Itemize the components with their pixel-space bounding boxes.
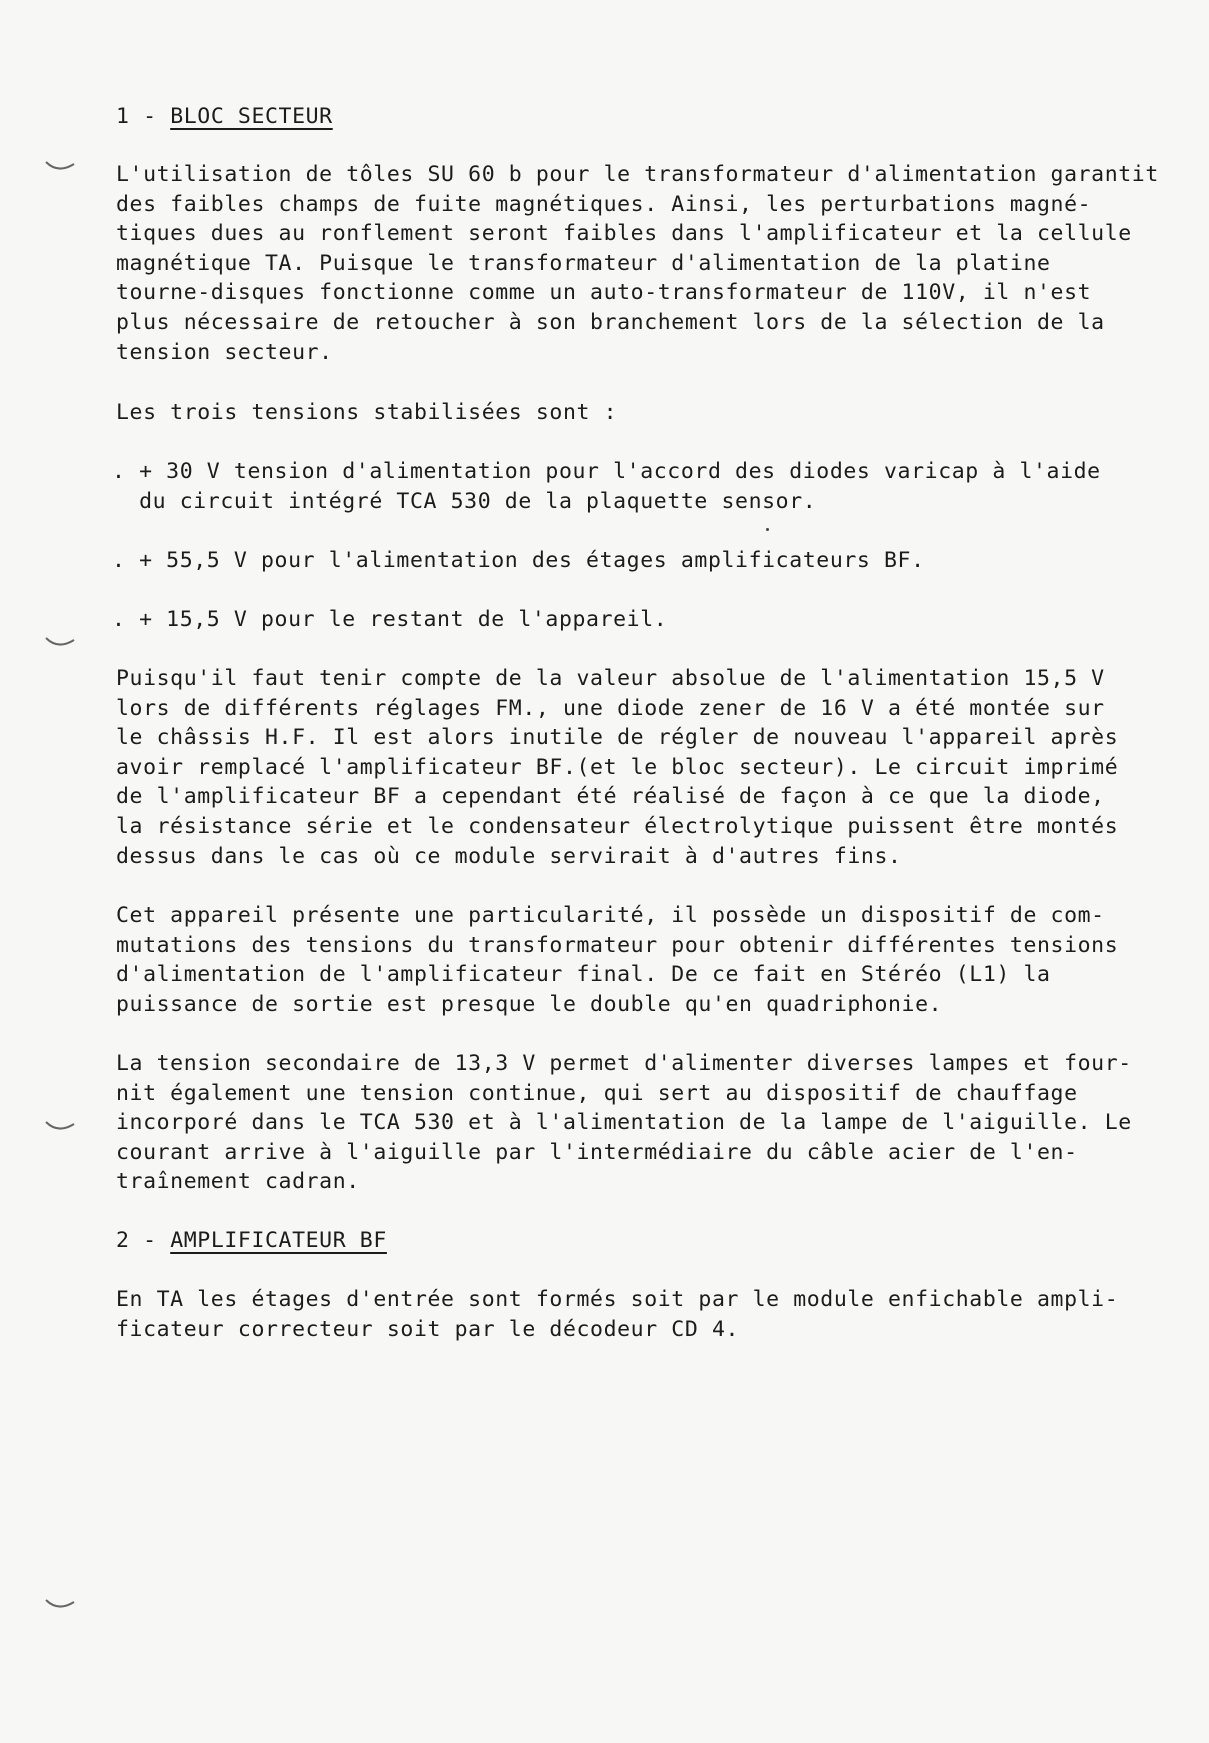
stray-dot xyxy=(766,528,769,531)
punch-hole-mark-icon xyxy=(44,636,76,650)
bullet-55v: . + 55,5 V pour l'alimentation des étages amplificateurs BF. xyxy=(112,548,925,573)
bullet-15v: . + 15,5 V pour le restant de l'appareil. xyxy=(112,607,668,632)
punch-hole-mark-icon xyxy=(44,1120,76,1134)
section-2-number: 2 - xyxy=(116,1228,171,1253)
punch-hole-mark-icon xyxy=(44,160,76,174)
section-1-title: BLOC SECTEUR xyxy=(170,104,333,129)
paragraph-transformer: L'utilisation de tôles SU 60 b pour le transformateur d'alimentation garantit des faibles champs de fuite magnétiques. Ainsi, les perturbations magné- tiques dues au ronflement seront faibles dans l'amplificateur et la cellule magnétique TA. Puisque le transformateur d'alimentation de la platine tourne-disques fonctionne comme un auto-transformateur de 110V, il n'est plus nécessaire de retoucher à son branchement lors de la sélection de la tension secteur. xyxy=(116,162,1159,365)
paragraph-zener-diode: Puisqu'il faut tenir compte de la valeur absolue de l'alimentation 15,5 V lors de différents réglages FM., une diode zener de 16 V a été montée sur le châssis H.F. Il est alors inutile de régler de nouveau l'appareil après avoir remplacé l'amplificateur BF.(et le bloc secteur). Le circuit imprimé de l'amplificateur BF a cependant été réalisé de façon à ce que la diode, la résistance série et le condensateur électrolytique puissent être montés dessus dans le cas où ce module servirait à d'autres fins. xyxy=(116,666,1119,869)
paragraph-voltages-intro: Les trois tensions stabilisées sont : xyxy=(116,400,618,425)
section-2-heading xyxy=(116,1226,387,1256)
paragraph-input-stages: En TA les étages d'entrée sont formés soit par le module enfichable ampli- ficateur correcteur soit par le décodeur CD 4. xyxy=(116,1287,1119,1342)
section-2-title: AMPLIFICATEUR BF xyxy=(170,1228,387,1253)
section-1-heading xyxy=(116,102,333,132)
paragraph-switching: Cet appareil présente une particularité, il possède un dispositif de com- mutations des tensions du transformateur pour obtenir différentes tensions d'alimentation de l'amplificateur final. De ce fait en Stéréo (L1) la puissance de sortie est presque le double qu'en quadriphonie. xyxy=(116,903,1119,1017)
section-1-number: 1 - xyxy=(116,104,171,129)
paragraph-secondary-voltage: La tension secondaire de 13,3 V permet d'alimenter diverses lampes et four- nit également une tension continue, qui sert au dispositif de chauffage incorporé dans le TCA 530 et à l'alimentation de la lampe de l'aiguille. Le courant arrive à l'aiguille par l'intermédiaire du câble acier de l'en- traînement cadran. xyxy=(116,1051,1132,1195)
bullet-30v: . + 30 V tension d'alimentation pour l'accord des diodes varicap à l'aide du circuit intégré TCA 530 de la plaquette sensor. xyxy=(112,459,1101,514)
punch-hole-mark-icon xyxy=(44,1598,76,1612)
